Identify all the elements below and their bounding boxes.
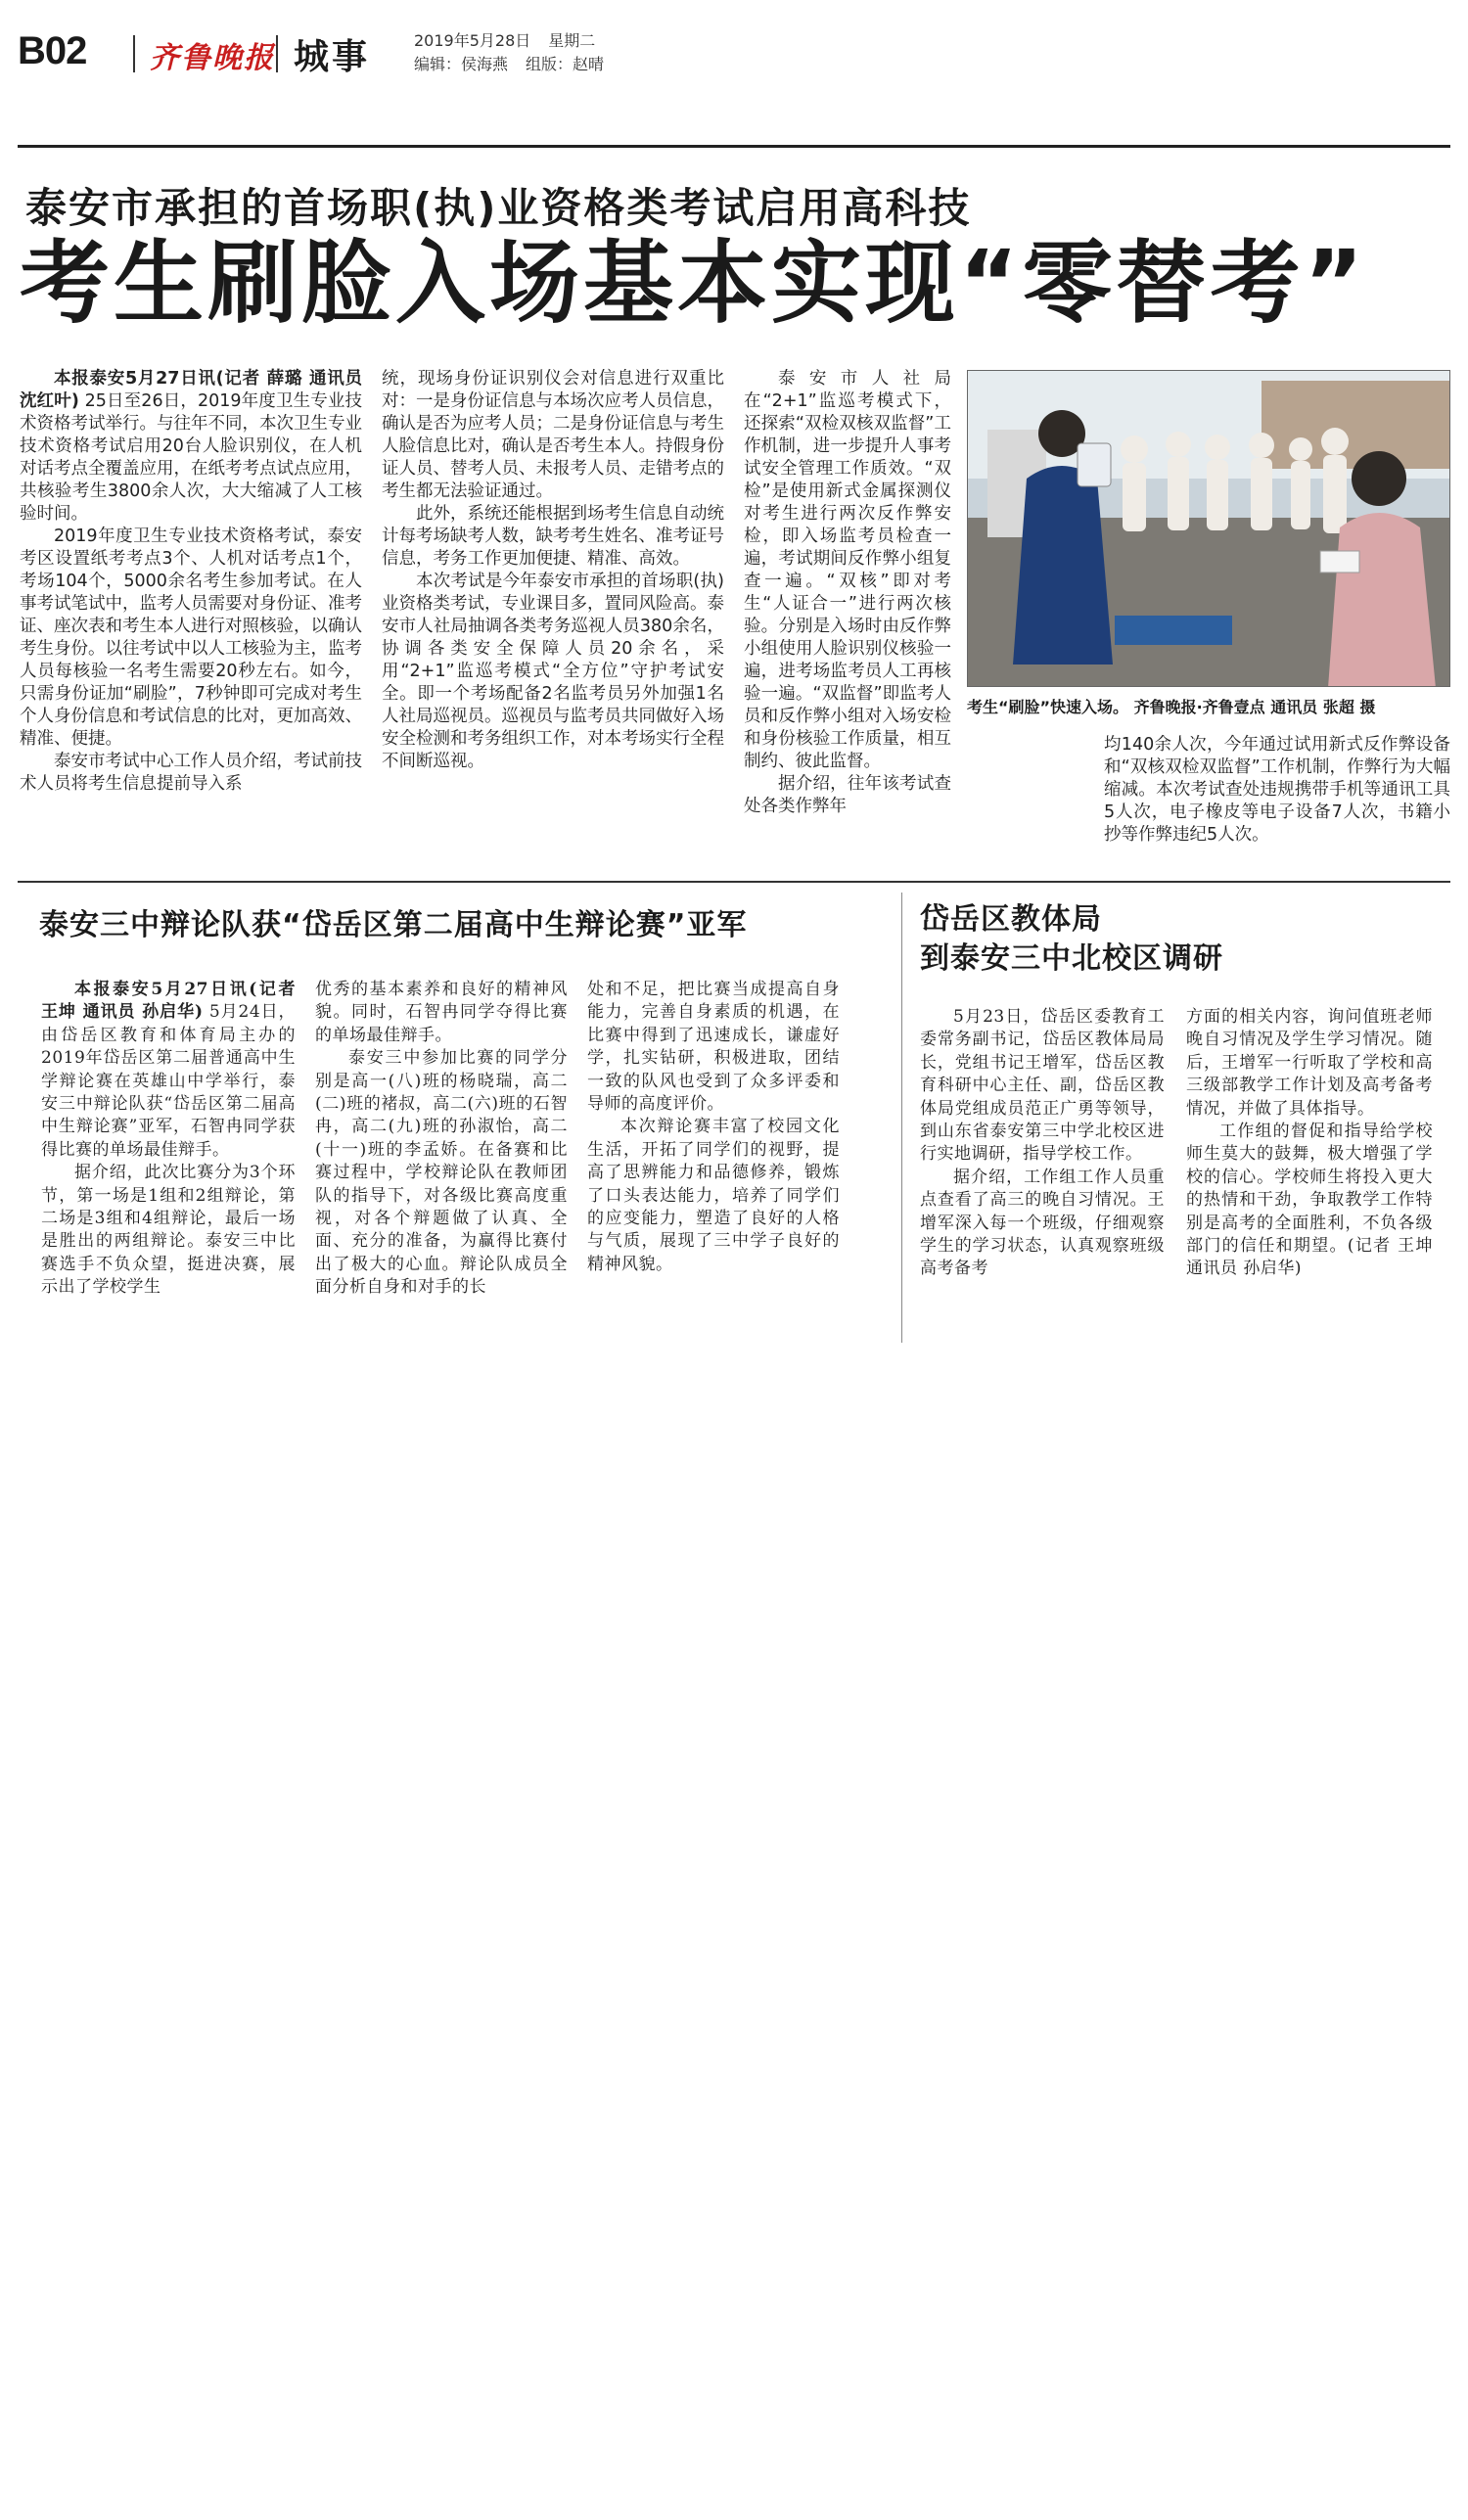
lead-column-1 <box>20 368 362 796</box>
lead-column-2 <box>382 368 724 773</box>
lead-paragraph: 均140余人次，今年通过试用新式反作弊设备和“双核双检双监督”工作机制，作弊行为大幅缩减。本次考试查处违规携带手机等通讯工具5人次，电子橡皮等电子设备7人次，书籍小抄等作弊违纪5人次。 <box>1104 735 1450 845</box>
debate-paragraph: 5月24日，由岱岳区教育和体育局主办的2019年岱岳区第二届普通高中生学辩论赛在英雄山中学举行，泰安三中辩论队获“岱岳区第二届高中生辩论赛”亚军，石智冉同学获得比赛的单场最佳辩手。 <box>41 1002 296 1160</box>
newspaper-logo: 齐鲁晚报 <box>150 41 275 75</box>
issue-meta <box>414 29 621 76</box>
lead-column-4 <box>1104 734 1450 847</box>
lead-paragraph: 统，现场身份证识别仪会对信息进行双重比对：一是身份证信息与本场次应考人员信息，确认是否为应考人员；二是身份证信息与考生人脸信息比对，确认是否考生本人。持假身份证人员、替考人员、未报考人员、走错考点的考生都无法验证通过。 <box>382 369 724 501</box>
masthead <box>18 22 1450 80</box>
visit-headline <box>920 900 1429 979</box>
visit-headline-line2: 到泰安三中北校区调研 <box>920 941 1223 976</box>
lead-paragraph: 泰安市考试中心工作人员介绍，考试前技术人员将考生信息提前导入系 <box>20 752 362 794</box>
lead-paragraph: 25日至26日，2019年度卫生专业技术资格考试举行。与往年不同，本次卫生专业技术资格考试启用20台人脸识别仪，在人机对话考点全覆盖应用，在纸考考点试点应用，共核验考生3800余人次，大大缩减了人工核验时间。 <box>20 391 362 524</box>
lead-dateline: 本报泰安5月27日讯(记者 薛璐 通讯员 沈红叶) <box>20 369 362 411</box>
debate-dateline: 本报泰安5月27日讯(记者 王坤 通讯员 孙启华) <box>41 980 296 1023</box>
photo-illustration <box>968 371 1450 687</box>
column-divider <box>901 893 902 1343</box>
debate-headline: 泰安三中辩论队获“岱岳区第二届高中生辩论赛”亚军 <box>39 908 748 942</box>
top-rule <box>18 145 1450 148</box>
visit-paragraph: 5月23日，岱岳区委教育工委常务副书记，岱岳区教体局局长，党组书记王增军，岱岳区教育科研中心主任、副，岱岳区教体局党组成员范正广勇等领导，到山东省泰安第三中学北校区进行实地调研，指导学校工作。 <box>920 1007 1165 1165</box>
masthead-divider <box>133 35 135 72</box>
visit-headline-line1: 岱岳区教体局 <box>920 902 1102 937</box>
visit-column-1 <box>920 1006 1165 1281</box>
visit-column-2 <box>1186 1006 1433 1281</box>
photo-caption: 考生“刷脸”快速入场。 齐鲁晚报·齐鲁壹点 通讯员 张超 摄 <box>967 698 1376 716</box>
masthead-divider <box>276 35 278 72</box>
lead-headline: 考生刷脸入场基本实现“零替考” <box>20 231 1367 336</box>
lead-paragraph: 泰安市人社局在“2+1”监巡考模式下，还探索“双检双核双监督”工作机制，进一步提升人事考试安全管理工作质效。“双检”是使用新式金属探测仪对考生进行两次反作弊安检，即入场监考员检查一遍，考试期间反作弊小组复查一遍。“双核”即对考生“人证合一”进行两次核验。分别是入场时由反作弊小组使用人脸识别仪核验一遍，进考场监考员人工再核验一遍。“双监督”即监考人员和反作弊小组对入场安检和身份核验工作质量，相互制约、彼此监督。 <box>744 369 951 771</box>
issue-date: 2019年5月28日 <box>414 31 531 50</box>
lead-paragraph: 本次考试是今年泰安市承担的首场职(执)业资格类考试，专业课目多，置同风险高。泰安市人社局抽调各类考务巡视人员380余名，协调各类安全保障人员20余名，采用“2+1”监巡考模式“全方位”守护考试安全。即一个考场配备2名监考员另外加强1名人社局巡视员。巡视员与监考员共同做好入场安全检测和考务组织工作，对本考场实行全程不间断巡视。 <box>382 572 724 771</box>
debate-paragraph: 本次辩论赛丰富了校园文化生活，开拓了同学们的视野，提高了思辨能力和品德修养，锻炼了口头表达能力，培养了同学们的应变能力，塑造了良好的人格与气质，展现了三中学子良好的精神风貌。 <box>587 1117 840 1274</box>
visit-paragraph: 据介绍，工作组工作人员重点查看了高三的晚自习情况。王增军深入每一个班级，仔细观察学生的学习状态，认真观察班级高考备考 <box>920 1167 1165 1279</box>
section-rule <box>18 881 1450 883</box>
page-number: B02 <box>18 29 87 72</box>
news-photo <box>967 370 1450 687</box>
issue-weekday: 星期二 <box>548 31 596 50</box>
debate-paragraph: 据介绍，此次比赛分为3个环节，第一场是1组和2组辩论，第二场是3组和4组辩论，最后一场是胜出的两组辩论。泰安三中比赛选手不负众望，挺进决赛，展示出了学校学生 <box>41 1163 296 1298</box>
debate-column-3 <box>587 979 840 1276</box>
debate-paragraph: 处和不足，把比赛当成提高自身能力，完善自身素质的机遇，在比赛中得到了迅速成长，谦虚好学，扎实钻研，积极进取，团结一致的队风也受到了众多评委和导师的高度评价。 <box>587 980 840 1115</box>
debate-paragraph: 泰安三中参加比赛的同学分别是高一(八)班的杨晓瑞，高二(二)班的褚叔，高二(六)班的石智冉，高二(九)班的孙淑怡，高二(十一)班的李孟娇。在备赛和比赛过程中，学校辩论队在教师团队的指导下，对各级比赛高度重视，对各个辩题做了认真、全面、充分的准备，为赢得比赛付出了极大的心血。辩论队成员全面分析自身和对手的长 <box>315 1048 568 1298</box>
lead-column-3 <box>744 368 951 818</box>
debate-column-1 <box>41 979 296 1300</box>
layout-credit: 组版：赵晴 <box>526 55 605 73</box>
visit-paragraph: 工作组的督促和指导给学校师生莫大的鼓舞，极大增强了学校的信心。学校师生将投入更大的热情和干劲，争取教学工作特别是高考的全面胜利，不负各级部门的信任和期望。(记者 王坤 通讯员 孙启华) <box>1186 1122 1433 1279</box>
lead-kicker: 泰安市承担的首场职(执)业资格类考试启用高科技 <box>25 184 972 232</box>
lead-paragraph: 据介绍，往年该考试查处各类作弊年 <box>744 774 951 816</box>
debate-paragraph: 优秀的基本素养和良好的精神风貌。同时，石智冉同学夺得比赛的单场最佳辩手。 <box>315 980 568 1045</box>
debate-column-2 <box>315 979 568 1300</box>
lead-paragraph: 此外，系统还能根据到场考生信息自动统计每考场缺考人数，缺考考生姓名、准考证号信息，考务工作更加便捷、精准、高效。 <box>382 504 724 569</box>
visit-paragraph: 方面的相关内容，询问值班老师晚自习情况及学生学习情况。随后，王增军一行听取了学校和高三级部教学工作计划及高考备考情况，并做了具体指导。 <box>1186 1007 1433 1119</box>
section-name: 城事 <box>294 37 371 77</box>
lead-paragraph: 2019年度卫生专业技术资格考试，泰安考区设置纸考考点3个、人机对话考点1个，考场104个，5000余名考生参加考试。在人事考试笔试中，监考人员需要对身份证、准考证、座次表和考生本人进行对照核验，以确认考生身份。以往考试中以人工核验为主，监考人员每核验一名考生需要20秒左右。如今，只需身份证加“刷脸”，7秒钟即可完成对考生个人身份信息和考试信息的比对，更加高效、精准、便捷。 <box>20 527 362 749</box>
editor-credit: 编辑：侯海燕 <box>414 55 509 73</box>
